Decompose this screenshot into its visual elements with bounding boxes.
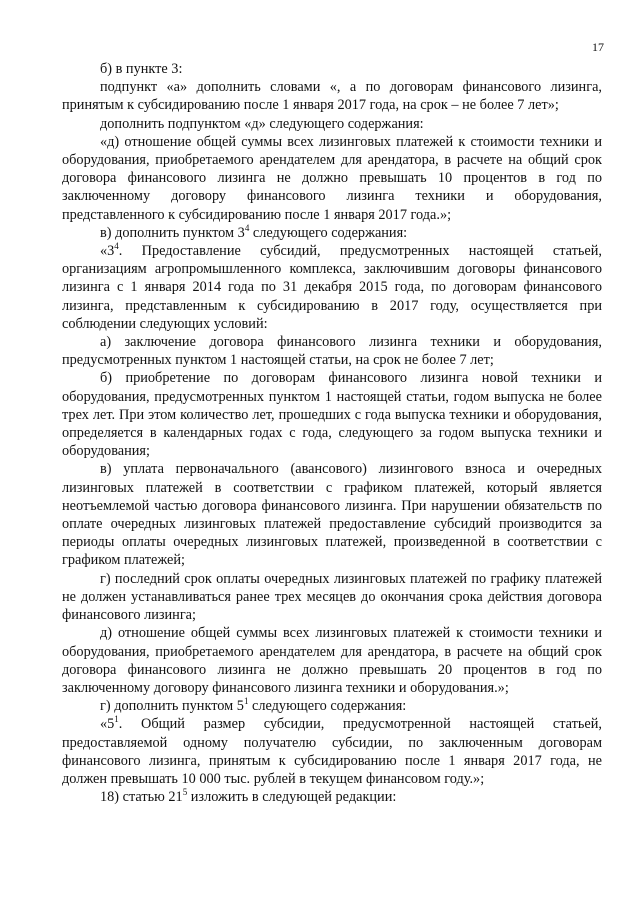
paragraph: «д) отношение общей суммы всех лизинговых платежей к стоимости техники и оборудования, приобретаемого арендателем для арендатора, в расчете на общий срок договора финансового лизинга не должно превышать 10 процентов в год по заключенному договору финансового лизинга техники и оборудования, представленного к субсидированию после 1 января 2017 года.»; xyxy=(62,133,602,223)
paragraph-text: . Общий размер субсидии, предусмотренной настоящей статьей, предоставляемой одному получателю субсидии, по заключенным договорам финансового лизинга, принятым к субсидированию после 1 января 2017 года, не должен превышать 10 000 тыс. рублей в текущем финансовом году.»; xyxy=(62,716,602,787)
paragraph: б) приобретение по договорам финансового лизинга новой техники и оборудования, предусмотренных пунктом 1 настоящей статьи, годом выпуска не более трех лет. При этом количество лет, прошедших с года выпуска техники и оборудования, определяется в календарных годах с года, следующего за годом выпуска техники и оборудования; xyxy=(62,370,602,460)
paragraph xyxy=(62,697,602,715)
paragraph-text: «5 xyxy=(100,716,115,733)
paragraph-text: 18) статью 21 xyxy=(100,789,183,806)
paragraph xyxy=(62,788,602,806)
superscript: 1 xyxy=(114,714,119,725)
superscript: 1 xyxy=(243,696,249,707)
page-number: 17 xyxy=(592,40,604,54)
paragraph: а) заключение договора финансового лизинга техники и оборудования, предусмотренных пунктом 1 настоящей статьи, на срок не более 7 лет; xyxy=(62,334,602,369)
paragraph xyxy=(62,715,602,788)
document-body xyxy=(62,60,602,806)
paragraph: в) уплата первоначального (авансового) лизингового взноса и очередных лизинговых платежей в соответствии с графиком платежей, который является неотъемлемой частью договора финансового лизинга. При нарушении обязательств по оплате очередных лизинговых платежей предоставление субсидий производится за периоды оплаты очередных лизинговых платежей, произведенной в соответствии с графиком платежей; xyxy=(62,461,602,569)
paragraph-text: следующего содержания: xyxy=(249,224,408,241)
superscript: 4 xyxy=(114,241,119,252)
paragraph: дополнить подпунктом «д» следующего содержания: xyxy=(100,115,424,132)
superscript: 5 xyxy=(182,787,188,798)
paragraph xyxy=(62,224,602,242)
paragraph-text: «3 xyxy=(100,243,115,260)
paragraph-text: . Предоставление субсидий, предусмотренных настоящей статьей, организациям агропромышленного комплекса, заключившим договоры финансового лизинга с 1 января 2014 года по 31 декабря 2015 года, по договорам финансового лизинга, представленным к субсидированию в 2017 году, осуществляется при соблюдении следующих условий: xyxy=(62,243,602,332)
paragraph: г) последний срок оплаты очередных лизинговых платежей по графику платежей не должен устанавливаться ранее трех месяцев до окончания срока действия договора финансового лизинга; xyxy=(62,570,602,624)
paragraph: б) в пункте 3: xyxy=(100,61,183,77)
superscript: 4 xyxy=(244,223,250,234)
paragraph-text: г) дополнить пунктом 5 xyxy=(100,698,244,715)
paragraph-text: изложить в следующей редакции: xyxy=(187,789,397,806)
paragraph: подпункт «а» дополнить словами «, а по договорам финансового лизинга, принятым к субсидированию после 1 января 2017 года, на срок – не более 7 лет»; xyxy=(62,79,602,114)
paragraph-text: в) дополнить пунктом 3 xyxy=(100,224,245,241)
paragraph xyxy=(62,242,602,333)
paragraph-text: следующего содержания: xyxy=(248,698,407,715)
paragraph: д) отношение общей суммы всех лизинговых платежей к стоимости техники и оборудования, приобретаемого арендателем для арендатора, в расчете на общий срок договора финансового лизинга не должно превышать 20 процентов в год по заключенному договору финансового лизинга техники и оборудования.»; xyxy=(62,625,602,696)
